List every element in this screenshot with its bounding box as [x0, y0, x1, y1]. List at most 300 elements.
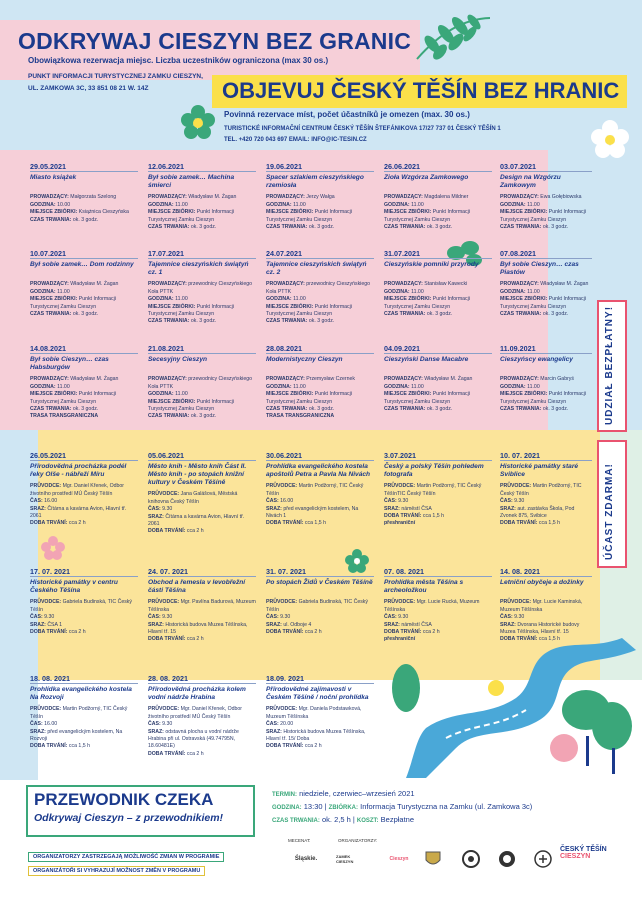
time-value: 10.00	[57, 201, 71, 208]
tour-duration	[148, 318, 256, 325]
duration-value: cca 2 h	[304, 629, 322, 636]
duration-value: ok. 3 godz.	[542, 224, 569, 231]
time-label: ČAS:	[266, 721, 279, 728]
guide-value: Władysław M. Żagan	[424, 376, 473, 383]
duration-value: ok. 3 godz.	[426, 406, 453, 413]
tour-guide	[500, 194, 592, 201]
time-label: GODZINA:	[500, 383, 526, 390]
organizer-cz-line1: TURISTICKÉ INFORMAČNÍ CENTRUM ČESKÝ TĚŠÍN ŠTEFÁNIKOVA 17/27 737 01 ČESKÝ TĚŠÍN 1	[224, 126, 501, 132]
tour-date: 24. 07. 2021	[148, 568, 256, 577]
tour-date: 07.08.2021	[500, 250, 592, 259]
tour-name: Design na Wzgórzu Zamkowym	[500, 174, 561, 190]
time-label: GODZINA:	[500, 288, 526, 295]
duration-value: cca 2 h	[186, 750, 204, 757]
place-value: náměstí ČSA	[401, 505, 432, 512]
subtitle-pl: Obowiązkowa rezerwacja miejsc. Liczba uczestników ograniczona (max 30 os.)	[28, 56, 329, 65]
place-label: SRAZ:	[148, 621, 164, 628]
guide-label: PROWADZĄCY:	[384, 376, 423, 383]
guide-label: PROWADZĄCY:	[266, 194, 305, 201]
guide-label: PROWADZĄCY:	[384, 281, 423, 288]
tour-time	[384, 614, 492, 621]
tour-time	[500, 498, 592, 505]
organizer-cz	[224, 124, 501, 146]
time-label: ČAS:	[148, 506, 161, 513]
tour-time	[148, 721, 256, 728]
tour-place	[148, 209, 256, 224]
tour-guide	[266, 483, 374, 498]
place-label: SRAZ:	[266, 505, 282, 512]
time-value: 9.30	[44, 614, 55, 621]
tour-time	[266, 296, 374, 303]
tour-name: Spacer szlakiem cieszyńskiego rzemiosła	[266, 174, 364, 190]
time-value: 9.30	[280, 614, 291, 621]
tour-duration	[30, 217, 138, 224]
time-value: 11.00	[527, 201, 540, 208]
place-label: SRAZ:	[266, 621, 282, 628]
tour-date: 10. 07. 2021	[500, 452, 592, 461]
place-value: Historická budova Muzea Těšínska, Hlavní tř. 15/ Doba	[266, 728, 366, 743]
time-value: 16.00	[44, 498, 58, 505]
tour-duration	[266, 406, 374, 413]
tour-place	[266, 304, 374, 319]
time-label: GODZINA:	[30, 288, 56, 295]
tour-card	[384, 345, 492, 413]
duration-label: CZAS TRWANIA:	[148, 318, 190, 325]
slaskie-logo: Śląskie.	[294, 856, 318, 862]
time-value: 11.00	[527, 288, 540, 295]
time-label: GODZINA:	[384, 383, 410, 390]
tour-place	[30, 506, 138, 521]
tour-guide	[384, 376, 492, 383]
tour-duration	[266, 520, 374, 527]
organizer-pl-line2: UL. ZAMKOWA 3C, 33 851 08 21 W. 14Z	[28, 85, 149, 92]
termin-label: TERMIN:	[272, 792, 297, 798]
duration-label: DOBA TRVÁNÍ:	[500, 520, 538, 527]
place-value: Punkt Informacji Turystycznej Zamku Cieszyn	[30, 391, 116, 405]
guide-value: Mgr. Daniel Křenek, Odbor životního prostředí MÚ Český Těšín	[148, 706, 243, 720]
tour-place	[148, 399, 256, 414]
place-label: MIEJSCE ZBIÓRKI:	[148, 209, 196, 216]
tour-duration	[500, 520, 592, 527]
tour-card	[384, 250, 492, 318]
tour-duration	[30, 311, 138, 318]
place-value: Punkt Informacji Turystycznej Zamku Cieszyn	[266, 303, 352, 318]
tour-place	[500, 506, 592, 521]
guide-value: przewodnicy Cieszyńskiego Koła PTTK	[148, 376, 252, 390]
tour-date: 14.08.2021	[30, 345, 138, 354]
tour-guide	[148, 281, 256, 296]
tour-time	[266, 721, 374, 728]
tour-extra: přeshraniční	[384, 520, 416, 527]
guide-label: PROWADZĄCY:	[30, 281, 69, 288]
tour-duration	[30, 629, 138, 636]
tour-duration	[148, 528, 256, 535]
tour-date: 24.07.2021	[266, 250, 374, 259]
place-value: Punkt Informacji Turystycznej Zamku Cieszyn	[266, 209, 352, 223]
tour-card	[266, 250, 374, 326]
tour-date: 05.06.2021	[148, 452, 256, 461]
tour-guide	[384, 483, 492, 498]
duration-label: DOBA TRVÁNÍ:	[30, 629, 68, 636]
time-label: GODZINA:	[384, 201, 410, 208]
tour-time	[148, 506, 256, 513]
tour-guide	[500, 599, 592, 614]
time-label: ČAS:	[30, 721, 43, 728]
duration-label: CZAS TRWANIA:	[30, 216, 72, 223]
flower-icon	[178, 102, 218, 142]
place-label: MIEJSCE ZBIÓRKI:	[148, 398, 196, 405]
godzina-value: 13:30	[303, 802, 323, 811]
free-label-pl: UDZIAŁ BEZPŁATNY!	[604, 305, 615, 425]
time-value: 11.00	[57, 288, 70, 295]
time-value: 9.30	[514, 614, 525, 621]
tour-guide	[30, 599, 138, 614]
guide-value: Ewa Gołębiowska	[540, 194, 582, 201]
guide-label: PRŮVODCE:	[266, 706, 298, 713]
guide-label: PROWADZĄCY:	[500, 376, 539, 383]
guide-value: Małgorzata Szelong	[70, 194, 117, 201]
duration-label: DOBA TRVÁNÍ:	[148, 636, 186, 643]
tour-guide	[500, 376, 592, 383]
cieszyn-logo: Cieszyn	[389, 856, 409, 862]
place-value: ČSA 1	[47, 621, 63, 628]
place-value: Punkt Informacji Turystycznej Zamku Cieszyn	[266, 391, 352, 405]
time-value: 11.00	[57, 383, 70, 390]
duration-label: DOBA TRVÁNÍ:	[384, 629, 422, 636]
time-value: 11.00	[175, 391, 188, 398]
guide-value: Magdalena Mildner	[424, 194, 469, 201]
czas-label: CZAS TRWANIA:	[272, 818, 320, 824]
time-value: 9.30	[514, 498, 525, 505]
guide-value: Mgr. Daniela Podstawková, Muzeum Těšínska	[266, 706, 362, 720]
guide-value: Gabriela Budinská, TIC Český Těšín	[30, 599, 132, 613]
tour-card	[148, 345, 256, 421]
guide-value: Władysław M. Żagan	[70, 376, 119, 383]
guide-label: PRŮVODCE:	[266, 599, 298, 606]
tour-place	[30, 209, 138, 216]
tour-place	[266, 506, 374, 521]
place-label: SRAZ:	[30, 505, 46, 512]
duration-value: cca 2 h	[68, 520, 86, 527]
tour-time	[148, 391, 256, 398]
godzina-label: GODZINA:	[272, 805, 302, 811]
guide-value: przewodnicy Cieszyńskiego Koła PTTK	[148, 281, 252, 295]
duration-value: ok. 3 godz.	[190, 318, 217, 325]
time-value: 11.00	[411, 288, 424, 295]
time-value: 11.00	[175, 201, 188, 208]
tour-card	[266, 163, 374, 231]
tour-duration	[30, 406, 138, 413]
tour-name: Cieszyńscy ewangelicy	[500, 356, 573, 364]
duration-value: ok. 3 godz.	[426, 311, 453, 318]
duration-label: CZAS TRWANIA:	[384, 224, 426, 231]
time-value: 9.30	[162, 721, 173, 728]
tour-card	[500, 568, 592, 644]
tour-name: Secesyjny Cieszyn	[148, 356, 208, 364]
guide-label: PROWADZĄCY:	[148, 376, 187, 383]
tour-date: 03.07.2021	[500, 163, 592, 172]
tour-guide	[148, 376, 256, 391]
tour-time	[384, 498, 492, 505]
place-value: před evangelickým kostelem, Na Nivách 1	[266, 505, 359, 520]
termin-value: niedziele, czerwiec–wrzesień 2021	[299, 789, 415, 798]
tour-name: Po stopách Židů v Českém Těšíně	[266, 579, 373, 587]
tour-duration	[266, 224, 374, 231]
tour-name: Přírodovědné zajímavosti v Českém Těšíně / noční prohlídka	[266, 686, 369, 702]
tour-place	[500, 622, 592, 637]
tour-name: Český a polský Těšín pohledem fotografa	[384, 463, 484, 479]
place-label: MIEJSCE ZBIÓRKI:	[148, 303, 196, 310]
tour-duration	[500, 224, 592, 231]
cesky-tesin-logo-text: ČESKÝ TĚŠÍN	[560, 846, 607, 853]
place-label: MIEJSCE ZBIÓRKI:	[30, 209, 78, 216]
tour-date: 3.07.2021	[384, 452, 492, 461]
tour-guide	[500, 483, 592, 498]
duration-value: ok. 3 godz.	[72, 406, 99, 413]
tour-date: 17.07.2021	[148, 250, 256, 259]
round-logo-icon	[462, 850, 480, 868]
duration-label: DOBA TRVÁNÍ:	[266, 743, 304, 750]
tour-date: 10.07.2021	[30, 250, 138, 259]
tour-place	[148, 622, 256, 637]
guide-value: Marcin Gabryś	[540, 376, 574, 383]
guide-label: PROWADZĄCY:	[30, 376, 69, 383]
tour-card	[148, 675, 256, 758]
tour-name: Historické památky staré Sviblice	[500, 463, 579, 479]
tour-date: 26.05.2021	[30, 452, 138, 461]
place-label: MIEJSCE ZBIÓRKI:	[500, 296, 548, 303]
guide-value: Jerzy Wałga	[306, 194, 335, 201]
duration-value: cca 2 h	[422, 629, 440, 636]
time-value: 20.00	[280, 721, 294, 728]
tour-date: 29.05.2021	[30, 163, 138, 172]
guide-label: PRŮVODCE:	[30, 599, 62, 606]
guide-label: PRŮVODCE:	[500, 483, 532, 490]
guide-label: PRŮVODCE:	[500, 599, 532, 606]
guide-value: Stanisław Kawecki	[424, 281, 468, 288]
guide-label: PRŮVODCE:	[384, 599, 416, 606]
place-label: SRAZ:	[500, 505, 516, 512]
info-godzina: GODZINA: 13:30 | ZBIÓRKA: Informacja Turystyczna na Zamku (ul. Zamkowa 3c)	[272, 802, 533, 811]
subtitle-cz: Povinná rezervace míst, počet účastníků je omezen (max. 30 os.)	[224, 110, 470, 119]
tour-place	[148, 729, 256, 751]
tour-duration	[148, 636, 256, 643]
tour-date: 18.09. 2021	[266, 675, 374, 684]
guide-label: PRŮVODCE:	[384, 483, 416, 490]
tour-duration	[148, 751, 256, 758]
place-value: Książnica Cieszyńska	[78, 209, 129, 216]
tour-date: 31.07.2021	[384, 250, 492, 259]
tour-date: 17. 07. 2021	[30, 568, 138, 577]
tour-card	[148, 568, 256, 644]
tour-card	[148, 452, 256, 536]
note-cz: ORGANIZÁTOŘI SI VYHRAZUJÍ MOŽNOST ZMĚN V PROGRAMU	[28, 866, 205, 876]
tour-guide	[148, 194, 256, 201]
tour-guide	[30, 706, 138, 721]
tour-guide	[30, 376, 138, 383]
place-value: Punkt Informacji Turystycznej Zamku Cieszyn	[500, 391, 586, 405]
place-label: SRAZ:	[500, 621, 516, 628]
duration-value: ok. 3 godz.	[190, 413, 217, 420]
time-value: 11.00	[293, 296, 306, 303]
tour-time	[266, 498, 374, 505]
tour-place	[30, 622, 138, 629]
duration-value: ok. 3 godz.	[542, 406, 569, 413]
tour-guide	[148, 706, 256, 721]
duration-value: cca 1,5 h	[304, 520, 326, 527]
tour-date: 26.06.2021	[384, 163, 492, 172]
info-czas: CZAS TRWANIA: ok. 2,5 h | KOSZT: Bezpłatne	[272, 815, 415, 824]
przewodnik-title: PRZEWODNIK CZEKA	[34, 790, 214, 809]
duration-value: cca 1,5 h	[422, 513, 444, 520]
zamek-cieszyn-logo: ZAMEK CIESZYN	[336, 854, 354, 864]
koszt-value: Bezpłatne	[380, 815, 415, 824]
guide-label: PRŮVODCE:	[148, 599, 180, 606]
tour-place	[384, 506, 492, 513]
tour-guide	[148, 491, 256, 506]
leaf-decoration-icon	[412, 14, 492, 64]
tour-place	[266, 622, 374, 629]
time-value: 11.00	[527, 383, 540, 390]
badge-logo-icon	[534, 850, 552, 868]
time-value: 9.30	[162, 614, 173, 621]
tour-card	[500, 250, 592, 318]
time-label: GODZINA:	[266, 383, 292, 390]
organizer-pl	[28, 71, 203, 95]
place-value: Čítárna a kavárna Avion, Hlavní tř. 2061	[30, 505, 127, 520]
tour-time	[30, 498, 138, 505]
tour-name: Cieszyńskie pomniki przyrody	[384, 261, 479, 269]
guide-label: PRŮVODCE:	[30, 483, 62, 490]
tour-duration	[384, 629, 492, 636]
tour-date: 14. 08. 2021	[500, 568, 592, 577]
tour-duration	[384, 513, 492, 520]
tour-time	[148, 296, 256, 303]
duration-label: DOBA TRVÁNÍ:	[500, 636, 538, 643]
place-value: odstavná plocha u vodní nádrže Hrabina při ul. Ostravská (49.74795N, 18.60481E)	[148, 728, 239, 750]
tour-guide	[384, 194, 492, 201]
place-label: SRAZ:	[266, 728, 282, 735]
tour-name: Tajemnice cieszyńskich świątyń cz. 2	[266, 261, 367, 277]
time-label: GODZINA:	[500, 201, 526, 208]
duration-value: ok. 3 godz.	[308, 224, 335, 231]
tour-date: 04.09.2021	[384, 345, 492, 354]
time-value: 11.00	[411, 383, 424, 390]
tour-name: Historické památky v centru Českého Těšína	[30, 579, 118, 595]
guide-label: PROWADZĄCY:	[266, 281, 305, 288]
time-label: ČAS:	[500, 498, 513, 505]
przewodnik-subtitle: Odkrywaj Cieszyn – z przewodnikiem!	[34, 812, 224, 824]
tour-card	[384, 452, 492, 528]
tour-guide	[30, 281, 138, 288]
tour-time	[500, 614, 592, 621]
tour-guide	[266, 706, 374, 721]
tour-duration	[384, 406, 492, 413]
tour-name: Modernistyczny Cieszyn	[266, 356, 343, 364]
tour-name: Prohlídka evangelického kostela apoštolů Petra a Pavla Na Nivách	[266, 463, 371, 479]
tour-extra: přeshraniční	[384, 636, 416, 643]
tour-place	[266, 209, 374, 224]
place-value: Historická budova Muzea Těšínska, Hlavní tř. 15	[148, 621, 248, 636]
tour-name: Obchod a řemesla v levobřežní části Těšína	[148, 579, 246, 595]
tour-name: Był sobie zamek… Dom rodzinny	[30, 261, 134, 269]
duration-label: CZAS TRWANIA:	[30, 406, 72, 413]
tour-date: 28.08.2021	[266, 345, 374, 354]
time-label: ČAS:	[30, 614, 43, 621]
time-value: 11.00	[293, 383, 306, 390]
tour-duration	[148, 413, 256, 420]
title-pl: ODKRYWAJ CIESZYN BEZ GRANIC	[18, 28, 412, 54]
time-label: ČAS:	[148, 721, 161, 728]
guide-value: Przemysław Czernek	[306, 376, 355, 383]
duration-value: ok. 3 godz.	[426, 224, 453, 231]
organizer-pl-line1: PUNKT INFORMACJI TURYSTYCZNEJ ZAMKU CIESZYN,	[28, 73, 203, 80]
tour-time	[30, 721, 138, 728]
title-cz: OBJEVUJ ČESKÝ TĚŠÍN BEZ HRANIC	[222, 78, 620, 103]
place-label: MIEJSCE ZBIÓRKI:	[500, 391, 548, 398]
guide-value: Mgr. Lucie Rucká, Muzeum Těšínska	[384, 599, 480, 613]
tour-card	[266, 345, 374, 421]
tour-date: 18. 08. 2021	[30, 675, 138, 684]
time-value: 9.30	[398, 614, 409, 621]
tour-guide	[30, 194, 138, 201]
tour-card	[384, 163, 492, 231]
time-value: 16.00	[280, 498, 294, 505]
pink-flower-icon	[40, 535, 66, 561]
place-label: MIEJSCE ZBIÓRKI:	[500, 209, 548, 216]
duration-label: DOBA TRVÁNÍ:	[266, 629, 304, 636]
time-label: GODZINA:	[30, 201, 56, 208]
tour-name: Tajemnice cieszyńskich świątyń cz. 1	[148, 261, 249, 277]
duration-label: CZAS TRWANIA:	[500, 311, 542, 318]
tour-duration	[384, 224, 492, 231]
tour-name: Był sobie Cieszyn… czas Habsburgów	[30, 356, 109, 372]
tour-duration	[266, 629, 374, 636]
tour-place	[266, 729, 374, 744]
duration-label: CZAS TRWANIA:	[148, 224, 190, 231]
guide-label: PROWADZĄCY:	[148, 281, 187, 288]
tour-card	[30, 250, 138, 318]
time-label: ČAS:	[384, 498, 397, 505]
time-label: ČAS:	[30, 498, 43, 505]
place-label: SRAZ:	[148, 728, 164, 735]
koszt-label: KOSZT:	[356, 818, 379, 824]
place-value: Punkt Informacji Turystycznej Zamku Cieszyn	[148, 303, 234, 318]
place-value: Punkt Informacji Turystycznej Zamku Cieszyn	[500, 296, 586, 310]
tour-guide	[148, 599, 256, 614]
duration-label: DOBA TRVÁNÍ:	[30, 520, 68, 527]
guide-value: Martin Podžorný, TIC Český TěšínTIC Český Těšín	[384, 483, 482, 497]
duration-label: DOBA TRVÁNÍ:	[384, 513, 422, 520]
duration-label: CZAS TRWANIA:	[266, 224, 308, 231]
tour-duration	[266, 743, 374, 750]
tour-place	[266, 391, 374, 406]
place-label: MIEJSCE ZBIÓRKI:	[384, 391, 432, 398]
place-label: SRAZ:	[30, 728, 46, 735]
tour-card	[30, 675, 138, 751]
time-value: 11.00	[175, 296, 188, 303]
place-label: SRAZ:	[384, 621, 400, 628]
duration-value: ok. 3 godz.	[190, 224, 217, 231]
tour-place	[30, 729, 138, 744]
time-label: GODZINA:	[148, 391, 174, 398]
tour-place	[148, 514, 256, 529]
cesky-tesin-logo	[560, 846, 630, 860]
time-label: GODZINA:	[384, 288, 410, 295]
guide-label: PRŮVODCE:	[148, 491, 180, 498]
tour-guide	[266, 599, 374, 614]
tour-card	[30, 452, 138, 528]
